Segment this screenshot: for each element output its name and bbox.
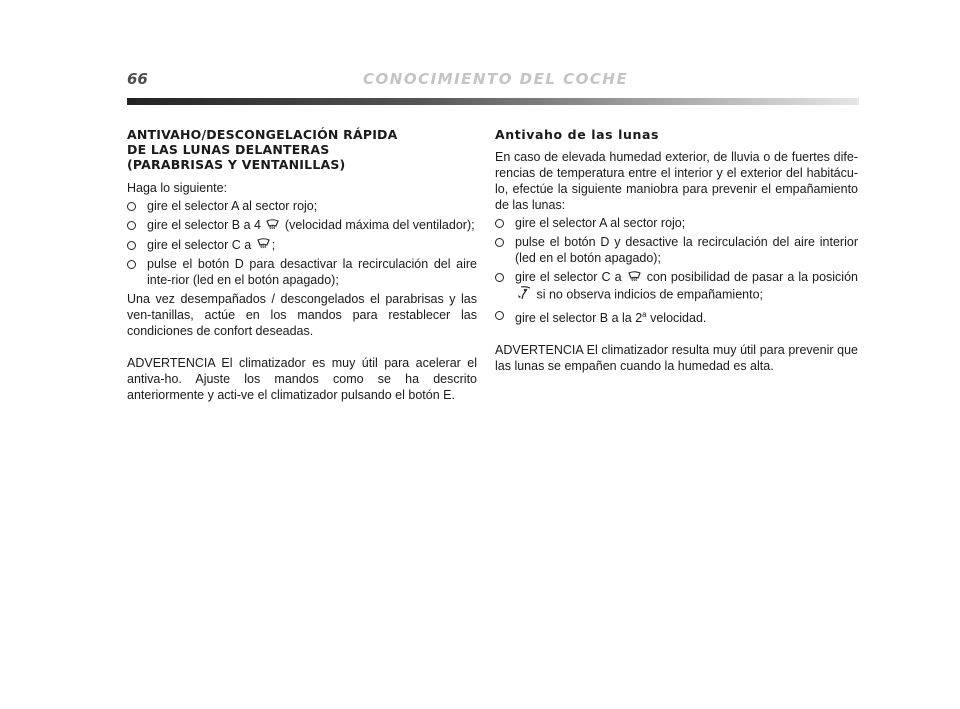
header-rule [127, 98, 859, 105]
step-text: gire el selector C a [147, 237, 252, 252]
warning-text: ADVERTENCIA El climatizador es muy útil para acelerar el antiva-ho. Ajuste los mandos como se ha descrito anteriormente y acti-ve el climatizador pulsando el botón E. [127, 356, 477, 403]
bullet-icon [495, 219, 504, 228]
right-column [495, 127, 858, 374]
step-text: (velocidad máxima del ventilador); [284, 218, 475, 232]
bullet-icon [495, 238, 504, 247]
bullet-icon [127, 221, 136, 230]
list-item [495, 269, 858, 304]
body-paragraph: Una vez desempañados / descongelados el parabrisas y las ven-tanillas, actúe en los mandos para restablecer las condiciones de confort deseadas. [127, 292, 477, 339]
list-item [495, 307, 858, 326]
list-item [127, 217, 477, 234]
step-text: pulse el botón D y desactive la recirculación del aire interior (led en el botón apagado); [515, 235, 858, 265]
step-text: gire el selector B a la 2 [515, 310, 643, 325]
step-text: con posibilidad de pasar a la posición [646, 270, 858, 284]
list-item [127, 256, 477, 288]
list-item [495, 215, 858, 231]
page-number: 66 [127, 70, 148, 88]
bullet-icon [127, 260, 136, 269]
heading-line: (PARABRISAS Y VENTANILLAS) [127, 157, 346, 172]
step-text: gire el selector C a [515, 270, 622, 284]
step-text: ; [271, 237, 276, 252]
list-item [127, 237, 477, 254]
step-text: pulse el botón D para desactivar la recirculación del aire inte-rior (led en el botón apagado); [147, 257, 477, 288]
windscreen-defrost-icon [628, 270, 641, 286]
windscreen-feet-airflow-icon [517, 286, 531, 304]
bullet-icon [495, 311, 504, 320]
left-column [127, 127, 477, 403]
bullet-icon [127, 241, 136, 250]
bullet-icon [127, 202, 136, 211]
step-text: si no observa indicios de empañamiento; [536, 287, 764, 301]
steps-list [127, 198, 477, 288]
heading-line: ANTIVAHO/DESCONGELACIÓN RÁPIDA [127, 127, 398, 142]
bullet-icon [495, 273, 504, 282]
intro-text: En caso de elevada humedad exterior, de lluvia o de fuertes dife-rencias de temperatura entre el interior y el exterior del habitácu-lo, efectúe la siguiente maniobra para prevenir el empañamiento de las lunas: [495, 150, 858, 212]
ordinal-marker: a [642, 309, 647, 319]
section-title: CONOCIMIENTO DEL COCHE [363, 70, 629, 88]
windscreen-defrost-icon [266, 218, 279, 234]
windscreen-defrost-icon [257, 237, 270, 253]
step-text: gire el selector A al sector rojo; [515, 216, 686, 230]
step-text: velocidad. [650, 310, 707, 325]
heading-line: DE LAS LUNAS DELANTERAS [127, 142, 330, 157]
intro-text: Haga lo siguiente: [127, 181, 228, 195]
quick-defrost-heading [127, 127, 477, 172]
list-item [495, 234, 858, 266]
step-text: gire el selector A al sector rojo; [147, 199, 318, 213]
steps-list [495, 215, 858, 326]
step-text: gire el selector B a 4 [147, 218, 261, 232]
antifog-heading: Antivaho de las lunas [495, 127, 660, 142]
list-item [127, 198, 477, 214]
warning-text: ADVERTENCIA El climatizador resulta muy útil para prevenir que las lunas se empañen cuando la humedad es alta. [495, 342, 858, 373]
